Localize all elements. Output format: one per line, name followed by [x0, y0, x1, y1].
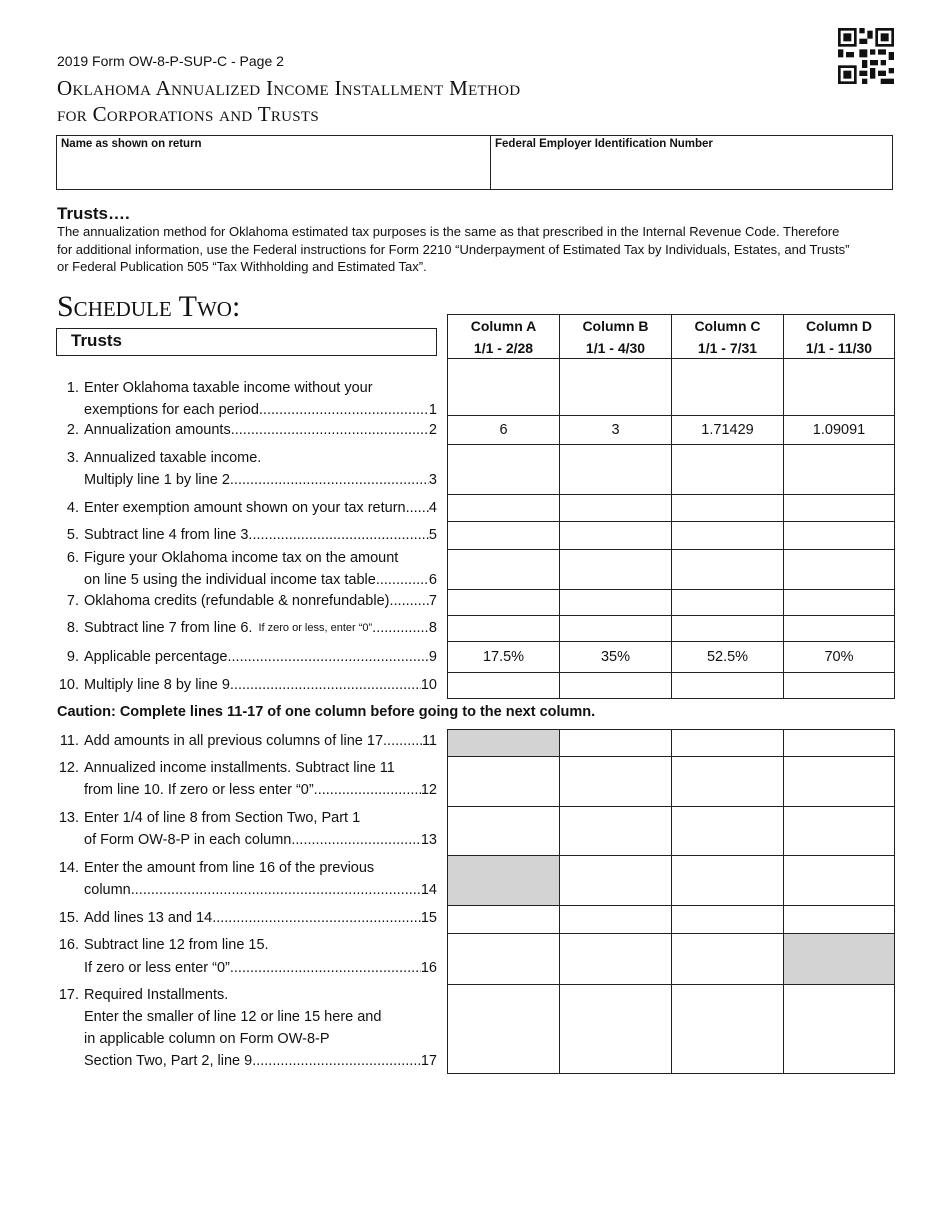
line-10-col-b-cell[interactable] [559, 672, 672, 699]
line-text: exemptions for each period [84, 402, 259, 418]
column-name: Column C [694, 318, 761, 334]
line-4-col-b-cell[interactable] [559, 494, 672, 522]
line-13 [57, 807, 437, 851]
line-ref-number: 10 [420, 677, 437, 693]
line-10 [57, 674, 437, 696]
line-3-col-d-cell[interactable] [783, 444, 895, 495]
line-text: Multiply line 8 by line 9 [84, 677, 230, 693]
line-15-col-a-cell[interactable] [447, 905, 560, 934]
line-ref-number: 16 [420, 960, 437, 976]
line-text: column [84, 882, 131, 898]
line-13-col-d-cell[interactable] [783, 806, 895, 856]
line-text: Add lines 13 and 14 [84, 910, 213, 926]
line-ref-number: 15 [420, 910, 437, 926]
line-text: from line 10. If zero or less enter “0” [84, 782, 314, 798]
line-number: 10. [58, 677, 79, 693]
leader-dots [383, 730, 422, 752]
line-text: Add amounts in all previous columns of line 17 [84, 733, 384, 749]
line-2 [57, 419, 437, 441]
line-7-col-b-cell[interactable] [559, 589, 672, 616]
line-text: of Form OW-8-P in each column [84, 832, 292, 848]
line-3 [57, 447, 437, 491]
line-text: Enter the amount from line 16 of the previous [84, 860, 375, 876]
leader-dots [372, 617, 429, 639]
line-ref-number: 8 [428, 620, 437, 636]
line-17 [57, 984, 437, 1072]
line-number: 5. [66, 527, 79, 543]
line-11-col-c-cell[interactable] [671, 729, 784, 757]
line-17-col-d-cell[interactable] [783, 984, 895, 1074]
schedule-title: Schedule Two: [57, 290, 241, 323]
leader-dots [212, 907, 421, 929]
line-text: Enter exemption amount shown on your tax return [84, 500, 406, 516]
line-9 [57, 646, 437, 668]
line-16-col-c-cell[interactable] [671, 933, 784, 985]
line-13-col-c-cell[interactable] [671, 806, 784, 856]
leader-dots [230, 469, 429, 491]
line-5 [57, 524, 437, 546]
line-13-col-b-cell[interactable] [559, 806, 672, 856]
leader-dots [252, 1050, 421, 1072]
leader-dots [248, 524, 429, 546]
line-ref-number: 11 [421, 733, 437, 749]
column-name: Column B [582, 318, 649, 334]
line-number: 12. [58, 760, 79, 776]
line-text: Enter Oklahoma taxable income without your [84, 380, 373, 396]
form-title-line1: Oklahoma Annualized Income Installment Method [57, 76, 521, 100]
line-ref-number: 9 [428, 649, 437, 665]
line-12-col-a-cell[interactable] [447, 756, 560, 807]
leader-dots [131, 879, 421, 901]
column-header-c [671, 314, 784, 359]
line-6-col-c-cell[interactable] [671, 549, 784, 590]
line-text: Subtract line 4 from line 3 [84, 527, 249, 543]
line-number: 16. [58, 937, 79, 953]
line-9-col-d-cell[interactable]: 70% [783, 641, 895, 673]
intro-paragraph: The annualization method for Oklahoma estimated tax purposes is the same as that prescribed in the Internal Revenue Code. Therefore for additional information, use the Federal instructions for Form 2210 “Underpayment of Estimated Tax by Individuals, Estates, and Trusts” or Federal Publication 505 “Tax Withholding and Estimated Tax”. [57, 224, 850, 274]
line-text: on line 5 using the individual income tax table [84, 572, 376, 588]
line-12-col-c-cell[interactable] [671, 756, 784, 807]
line-number: 1. [66, 380, 79, 396]
column-period: 1/1 - 7/31 [697, 340, 758, 356]
line-14-col-b-cell[interactable] [559, 855, 672, 906]
line-7-col-a-cell[interactable] [447, 589, 560, 616]
line-note: If zero or less, enter “0” [258, 622, 373, 634]
leader-dots [231, 419, 429, 441]
section-label: Trusts [71, 331, 123, 350]
line-10-col-c-cell[interactable] [671, 672, 784, 699]
line-2-col-c-cell[interactable]: 1.71429 [671, 415, 784, 445]
form-id: 2019 Form OW-8-P-SUP-C - Page 2 [57, 53, 284, 69]
line-text: Required Installments. [84, 987, 229, 1003]
line-2-col-b-cell[interactable]: 3 [559, 415, 672, 445]
leader-dots [230, 957, 421, 979]
line-ref-number: 3 [428, 472, 437, 488]
line-ref-number: 4 [428, 500, 437, 516]
leader-dots [230, 674, 421, 696]
fein-field[interactable] [491, 136, 892, 189]
line-12 [57, 757, 437, 801]
fein-field-label: Federal Employer Identification Number [495, 138, 713, 150]
form-title-line2: for Corporations and Trusts [57, 102, 320, 126]
line-15-col-b-cell[interactable] [559, 905, 672, 934]
line-number: 17. [58, 987, 79, 1003]
line-15 [57, 907, 437, 929]
line-3-col-b-cell[interactable] [559, 444, 672, 495]
line-5-col-c-cell[interactable] [671, 521, 784, 550]
line-10-col-a-cell[interactable] [447, 672, 560, 699]
line-number: 4. [66, 500, 79, 516]
line-14 [57, 857, 437, 901]
line-ref-number: 6 [428, 572, 437, 588]
line-number: 15. [58, 910, 79, 926]
line-ref-number: 1 [428, 402, 437, 418]
line-text: Figure your Oklahoma income tax on the amount [84, 550, 399, 566]
line-9-col-b-cell[interactable]: 35% [559, 641, 672, 673]
line-1-col-a-cell[interactable] [447, 358, 560, 416]
line-text: Oklahoma credits (refundable & nonrefundable) [84, 593, 390, 609]
line-8-col-d-cell[interactable] [783, 615, 895, 642]
column-name: Column D [805, 318, 873, 334]
leader-dots [291, 829, 420, 851]
line-1-col-d-cell[interactable] [783, 358, 895, 416]
line-ref-number: 7 [428, 593, 437, 609]
line-16 [57, 934, 437, 979]
column-period: 1/1 - 11/30 [805, 340, 873, 356]
line-13-col-a-cell[interactable] [447, 806, 560, 856]
line-4-col-c-cell[interactable] [671, 494, 784, 522]
line-8 [57, 617, 437, 639]
line-11-col-d-cell[interactable] [783, 729, 895, 757]
column-header-d [783, 314, 895, 359]
line-3-col-a-cell[interactable] [447, 444, 560, 495]
line-17-col-c-cell[interactable] [671, 984, 784, 1074]
line-ref-number: 17 [420, 1053, 437, 1069]
line-text: Enter the smaller of line 12 or line 15 here and [84, 1009, 382, 1025]
line-8-col-b-cell[interactable] [559, 615, 672, 642]
column-header-b [559, 314, 672, 359]
trusts-heading: Trusts…. [57, 204, 130, 223]
line-15-col-c-cell[interactable] [671, 905, 784, 934]
line-number: 13. [58, 810, 79, 826]
line-text: Applicable percentage [84, 649, 228, 665]
line-ref-number: 13 [420, 832, 437, 848]
line-7-col-c-cell[interactable] [671, 589, 784, 616]
leader-dots [406, 497, 429, 519]
line-1-col-b-cell[interactable] [559, 358, 672, 416]
line-5-col-b-cell[interactable] [559, 521, 672, 550]
name-field-label: Name as shown on return [61, 138, 202, 150]
line-11-col-b-cell[interactable] [559, 729, 672, 757]
line-6-col-a-cell[interactable] [447, 549, 560, 590]
line-5-col-a-cell[interactable] [447, 521, 560, 550]
line-11-col-a-cell [447, 729, 560, 757]
line-number: 14. [58, 860, 79, 876]
line-16-col-a-cell[interactable] [447, 933, 560, 985]
line-4-col-d-cell[interactable] [783, 494, 895, 522]
line-text: Subtract line 7 from line 6. [84, 620, 253, 636]
line-17-col-a-cell[interactable] [447, 984, 560, 1074]
line-12-col-d-cell[interactable] [783, 756, 895, 807]
column-period: 1/1 - 2/28 [473, 340, 534, 356]
line-number: 2. [66, 422, 79, 438]
line-1-col-c-cell[interactable] [671, 358, 784, 416]
line-16-col-d-cell [783, 933, 895, 985]
line-16-col-b-cell[interactable] [559, 933, 672, 985]
line-number: 3. [66, 450, 79, 466]
line-5-col-d-cell[interactable] [783, 521, 895, 550]
line-text: Annualized taxable income. [84, 450, 262, 466]
leader-dots [314, 779, 421, 801]
line-6 [57, 547, 437, 591]
line-number: 8. [66, 620, 79, 636]
line-ref-number: 5 [428, 527, 437, 543]
column-header-a [447, 314, 560, 359]
line-text: Section Two, Part 2, line 9 [84, 1053, 253, 1069]
section-label-box [56, 328, 437, 356]
column-period: 1/1 - 4/30 [585, 340, 646, 356]
line-number: 9. [66, 649, 79, 665]
line-2-col-a-cell[interactable]: 6 [447, 415, 560, 445]
leader-dots [389, 590, 428, 612]
line-6-col-b-cell[interactable] [559, 549, 672, 590]
line-text: Multiply line 1 by line 2 [84, 472, 230, 488]
line-12-col-b-cell[interactable] [559, 756, 672, 807]
line-2-col-d-cell[interactable]: 1.09091 [783, 415, 895, 445]
leader-dots [259, 399, 429, 421]
line-number: 6. [66, 550, 79, 566]
line-text: Enter 1/4 of line 8 from Section Two, Part 1 [84, 810, 361, 826]
line-3-col-c-cell[interactable] [671, 444, 784, 495]
line-text: Annualized income installments. Subtract line 11 [84, 760, 395, 776]
caution-note: Caution: Complete lines 11-17 of one column before going to the next column. [57, 704, 596, 720]
line-9-col-a-cell[interactable]: 17.5% [447, 641, 560, 673]
line-14-col-d-cell[interactable] [783, 855, 895, 906]
line-ref-number: 14 [420, 882, 437, 898]
line-1 [57, 377, 437, 421]
column-name: Column A [470, 318, 537, 334]
line-8-col-c-cell[interactable] [671, 615, 784, 642]
line-text: Annualization amounts [84, 422, 231, 438]
line-9-col-c-cell[interactable]: 52.5% [671, 641, 784, 673]
line-text: in applicable column on Form OW-8-P [84, 1031, 330, 1047]
identification-box [56, 135, 893, 190]
line-7-col-d-cell[interactable] [783, 589, 895, 616]
line-7 [57, 590, 437, 612]
qr-code-icon [838, 28, 894, 84]
line-4 [57, 497, 437, 519]
line-ref-number: 12 [420, 782, 437, 798]
leader-dots [376, 569, 429, 591]
line-17-col-b-cell[interactable] [559, 984, 672, 1074]
leader-dots [228, 646, 429, 668]
line-14-col-c-cell[interactable] [671, 855, 784, 906]
line-14-col-a-cell [447, 855, 560, 906]
line-number: 11. [59, 733, 79, 749]
name-field[interactable] [57, 136, 491, 189]
line-6-col-d-cell[interactable] [783, 549, 895, 590]
line-11 [57, 730, 437, 752]
line-8-col-a-cell[interactable] [447, 615, 560, 642]
line-4-col-a-cell[interactable] [447, 494, 560, 522]
line-number: 7. [66, 593, 79, 609]
line-ref-number: 2 [428, 422, 437, 438]
line-10-col-d-cell[interactable] [783, 672, 895, 699]
line-text: Subtract line 12 from line 15. [84, 937, 269, 953]
line-text: If zero or less enter “0” [84, 960, 230, 976]
line-15-col-d-cell[interactable] [783, 905, 895, 934]
